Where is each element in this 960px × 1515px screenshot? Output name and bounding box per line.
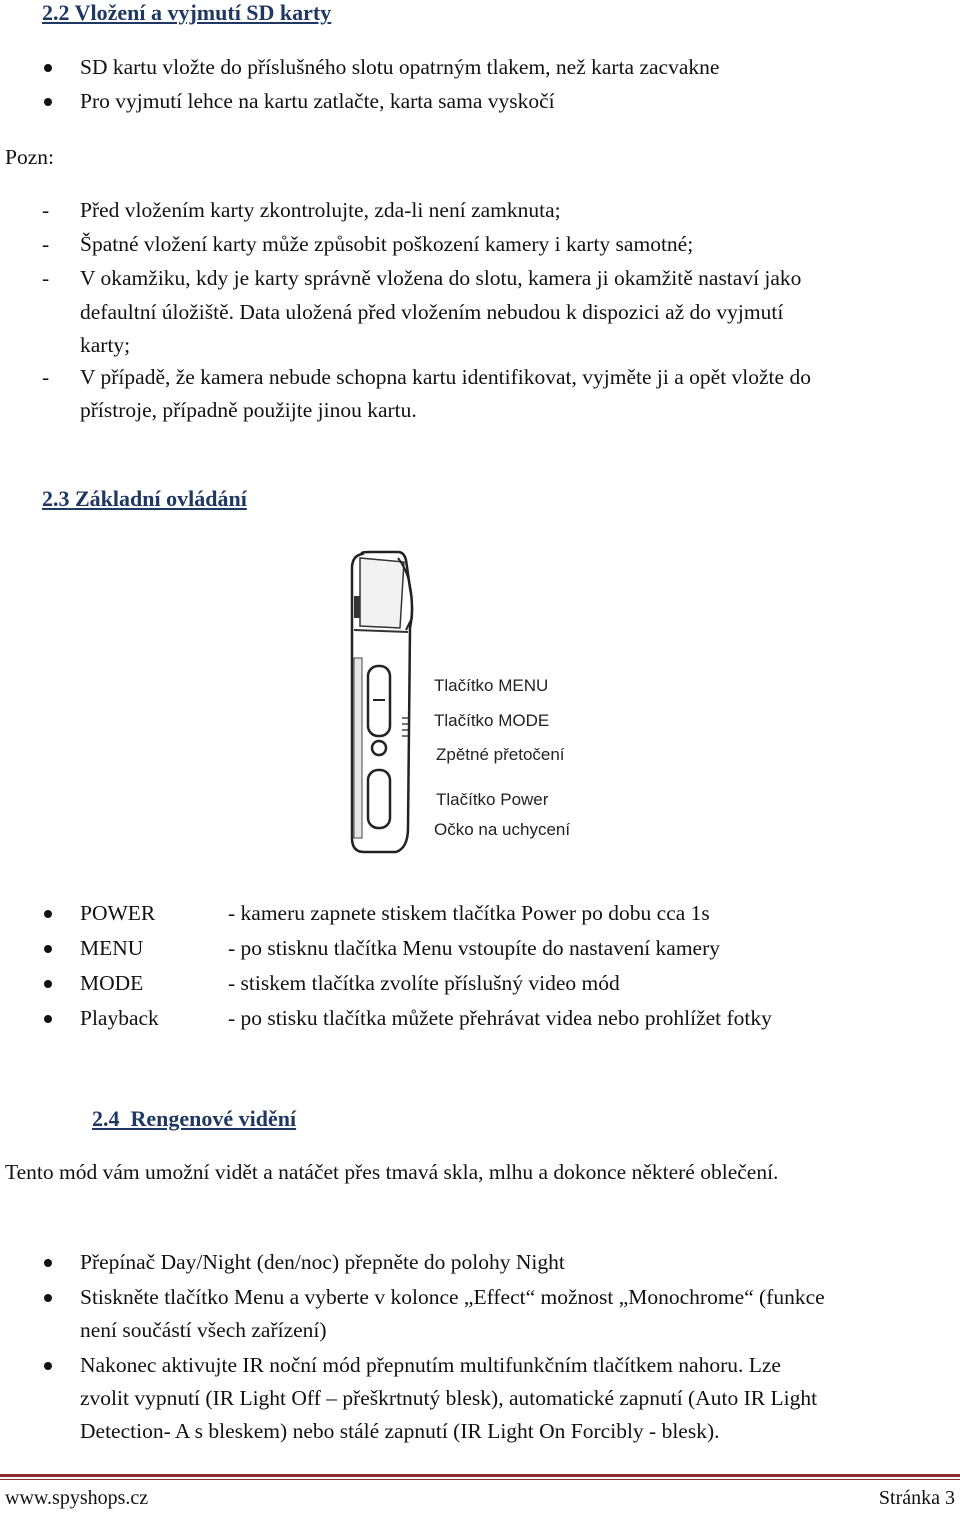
- note-text: defaultní úložiště. Data uložená před vložením nebudou k dispozici až do vyjmutí: [80, 300, 784, 324]
- figure-label-rewind: Zpětné přetočení: [436, 745, 565, 764]
- bullet-text: Detection- A s bleskem) nebo stálé zapnutí (IR Light On Forcibly - blesk).: [80, 1419, 720, 1443]
- camera-side-illustration: [340, 548, 430, 860]
- note-text: Před vložením karty zkontrolujte, zda-li není zamknuta;: [80, 198, 561, 222]
- control-name: MENU: [80, 936, 144, 960]
- bullet-text: není součástí všech zařízení): [80, 1318, 327, 1342]
- note-text: Špatné vložení karty může způsobit poškození kamery i karty samotné;: [80, 232, 694, 256]
- dash: -: [42, 198, 50, 222]
- bullet-text: SD kartu vložte do příslušného slotu opatrným tlakem, než karta zacvakne: [80, 55, 720, 79]
- section-heading-2-2: 2.2 Vložení a vyjmutí SD karty: [42, 0, 332, 25]
- section-heading-2-4: 2.4 Rengenové vidění: [92, 1106, 297, 1131]
- control-name: POWER: [80, 901, 156, 925]
- dash: -: [42, 232, 50, 256]
- bullet-dot: [44, 1259, 52, 1267]
- bullet-dot: [44, 1294, 52, 1302]
- figure-label-strap: Očko na uchycení: [434, 820, 571, 839]
- note-text: karty;: [80, 333, 131, 357]
- dash: -: [42, 266, 50, 290]
- footer-rule: [0, 1474, 960, 1477]
- bullet-dot: [44, 945, 52, 953]
- bullet-text: Stiskněte tlačítko Menu a vyberte v kolonce „Effect“ možnost „Monochrome“ (funkce: [80, 1285, 825, 1309]
- bullet-dot: [44, 910, 52, 918]
- bullet-dot: [44, 98, 52, 106]
- control-desc: - stiskem tlačítka zvolíte příslušný video mód: [228, 971, 620, 995]
- figure-label-power: Tlačítko Power: [436, 790, 549, 809]
- control-desc: - po stisku tlačítka můžete přehrávat videa nebo prohlížet fotky: [228, 1006, 772, 1030]
- footer-website: www.spyshops.cz: [5, 1487, 149, 1509]
- note-text: V případě, že kamera nebude schopna kartu identifikovat, vyjměte ji a opět vložte do: [80, 365, 811, 389]
- note-text: přístroje, případně použijte jinou kartu.: [80, 398, 417, 422]
- bullet-dot: [44, 1362, 52, 1370]
- bullet-text: zvolit vypnutí (IR Light Off – přeškrtnutý blesk), automatické zapnutí (Auto IR Light: [80, 1386, 818, 1410]
- note-label: Pozn:: [5, 145, 54, 169]
- footer-page-number: Stránka 3: [878, 1487, 955, 1509]
- control-name: Playback: [80, 1006, 159, 1030]
- bullet-dot: [44, 1015, 52, 1023]
- dash: -: [42, 365, 50, 389]
- bullet-text: Přepínač Day/Night (den/noc) přepněte do polohy Night: [80, 1250, 565, 1274]
- control-desc: - kameru zapnete stiskem tlačítka Power po dobu cca 1s: [228, 901, 710, 925]
- bullet-dot: [44, 64, 52, 72]
- section-intro: Tento mód vám umožní vidět a natáčet přes tmavá skla, mlhu a dokonce některé oblečení.: [5, 1160, 779, 1184]
- note-text: V okamžiku, kdy je karty správně vložena do slotu, kamera ji okamžitě nastaví jako: [80, 266, 802, 290]
- section-heading-2-3: 2.3 Základní ovládání: [42, 486, 247, 511]
- control-name: MODE: [80, 971, 144, 995]
- bullet-dot: [44, 980, 52, 988]
- footer-rule-thin: [0, 1479, 960, 1480]
- bullet-text: Nakonec aktivujte IR noční mód přepnutím multifunkčním tlačítkem nahoru. Lze: [80, 1353, 781, 1377]
- control-desc: - po stisknu tlačítka Menu vstoupíte do nastavení kamery: [228, 936, 721, 960]
- figure-label-menu: Tlačítko MENU: [434, 676, 549, 695]
- bullet-text: Pro vyjmutí lehce na kartu zatlačte, karta sama vyskočí: [80, 89, 555, 113]
- figure-label-mode: Tlačítko MODE: [434, 711, 550, 730]
